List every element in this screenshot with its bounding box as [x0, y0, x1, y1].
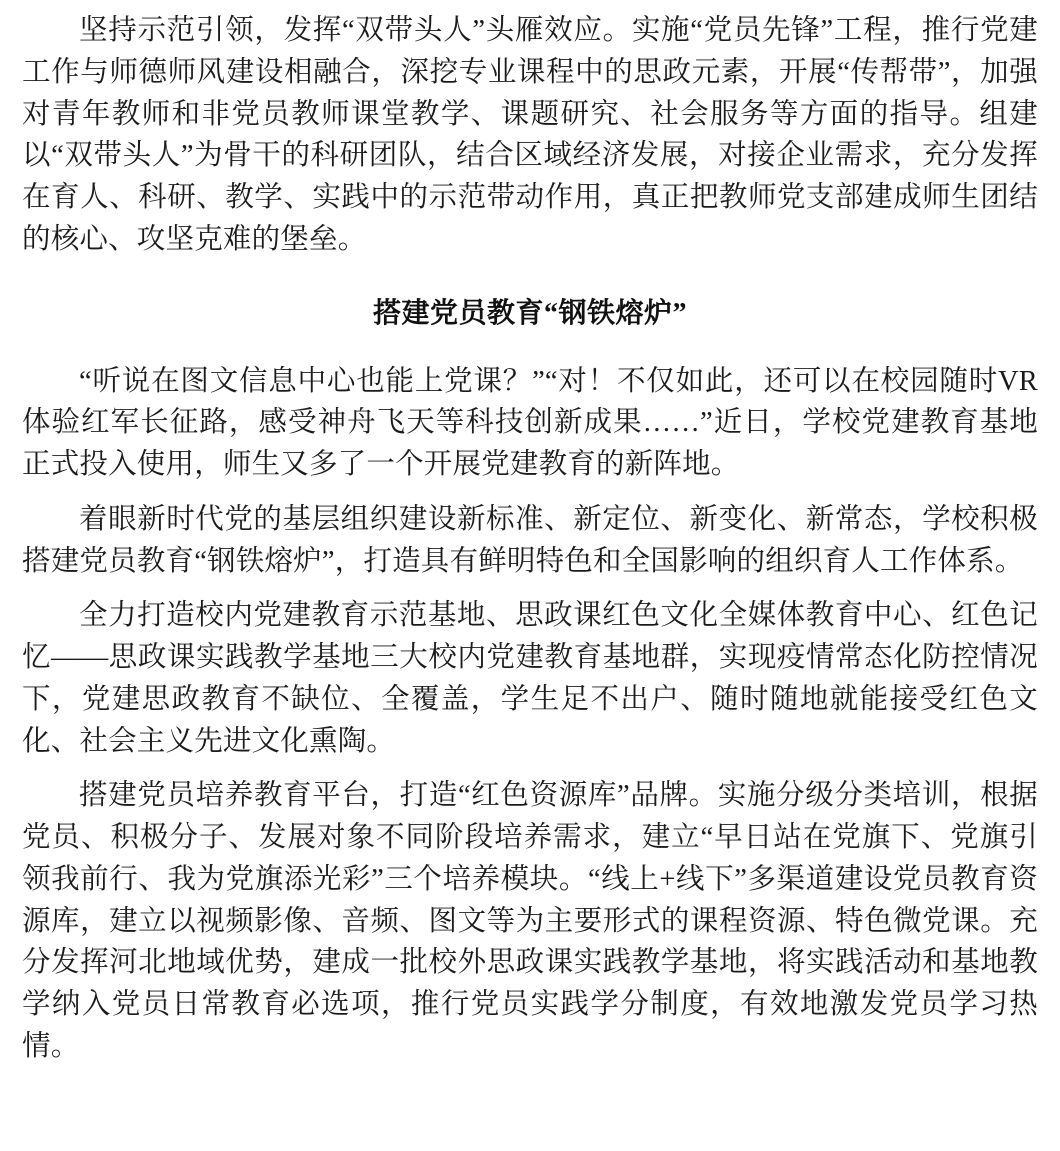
- paragraph-new-era: 着眼新时代党的基层组织建设新标准、新定位、新变化、新常态，学校积极搭建党员教育“钢铁熔炉”，打造具有鲜明特色和全国影响的组织育人工作体系。: [22, 503, 1038, 577]
- paragraph-quote-vr: “听说在图文信息中心也能上党课？”“对！不仅如此，还可以在校园随时VR体验红军长征路，感受神舟飞天等科技创新成果……”近日，学校党建教育基地正式投入使用，师生又多了一个开展党建教育的新阵地。: [22, 365, 1038, 480]
- section-heading: 搭建党员教育“钢铁熔炉”: [372, 297, 687, 329]
- paragraph-base-cluster: 全力打造校内党建教育示范基地、思政课红色文化全媒体教育中心、红色记忆——思政课实践教学基地三大校内党建教育基地群，实现疫情常态化防控情况下，党建思政教育不缺位、全覆盖，学生足不出户、随时随地就能接受红色文化、社会主义先进文化熏陶。: [22, 600, 1038, 757]
- paragraph-training-platform: 搭建党员培养教育平台，打造“红色资源库”品牌。实施分级分类培训，根据党员、积极分子、发展对象不同阶段培养需求，建立“早日站在党旗下、党旗引领我前行、我为党旗添光彩”三个培养模块。“线上+线下”多渠道建设党员教育资源库，建立以视频影像、音频、图文等为主要形式的课程资源、特色微党课。充分发挥河北地域优势，建成一批校外思政课实践教学基地，将实践活动和基地教学纳入党员日常教育必选项，推行党员实践学分制度，有效地激发党员学习热情。: [22, 780, 1038, 1062]
- paragraph-leadership: 坚持示范引领，发挥“双带头人”头雁效应。实施“党员先锋”工程，推行党建工作与师德师风建设相融合，深挖专业课程中的思政元素，开展“传帮带”，加强对青年教师和非党员教师课堂教学、课题研究、社会服务等方面的指导。组建以“双带头人”为骨干的科研团队，结合区域经济发展，对接企业需求，充分发挥在育人、科研、教学、实践中的示范带动作用，真正把教师党支部建成师生团结的核心、攻坚克难的堡垒。: [22, 15, 1038, 255]
